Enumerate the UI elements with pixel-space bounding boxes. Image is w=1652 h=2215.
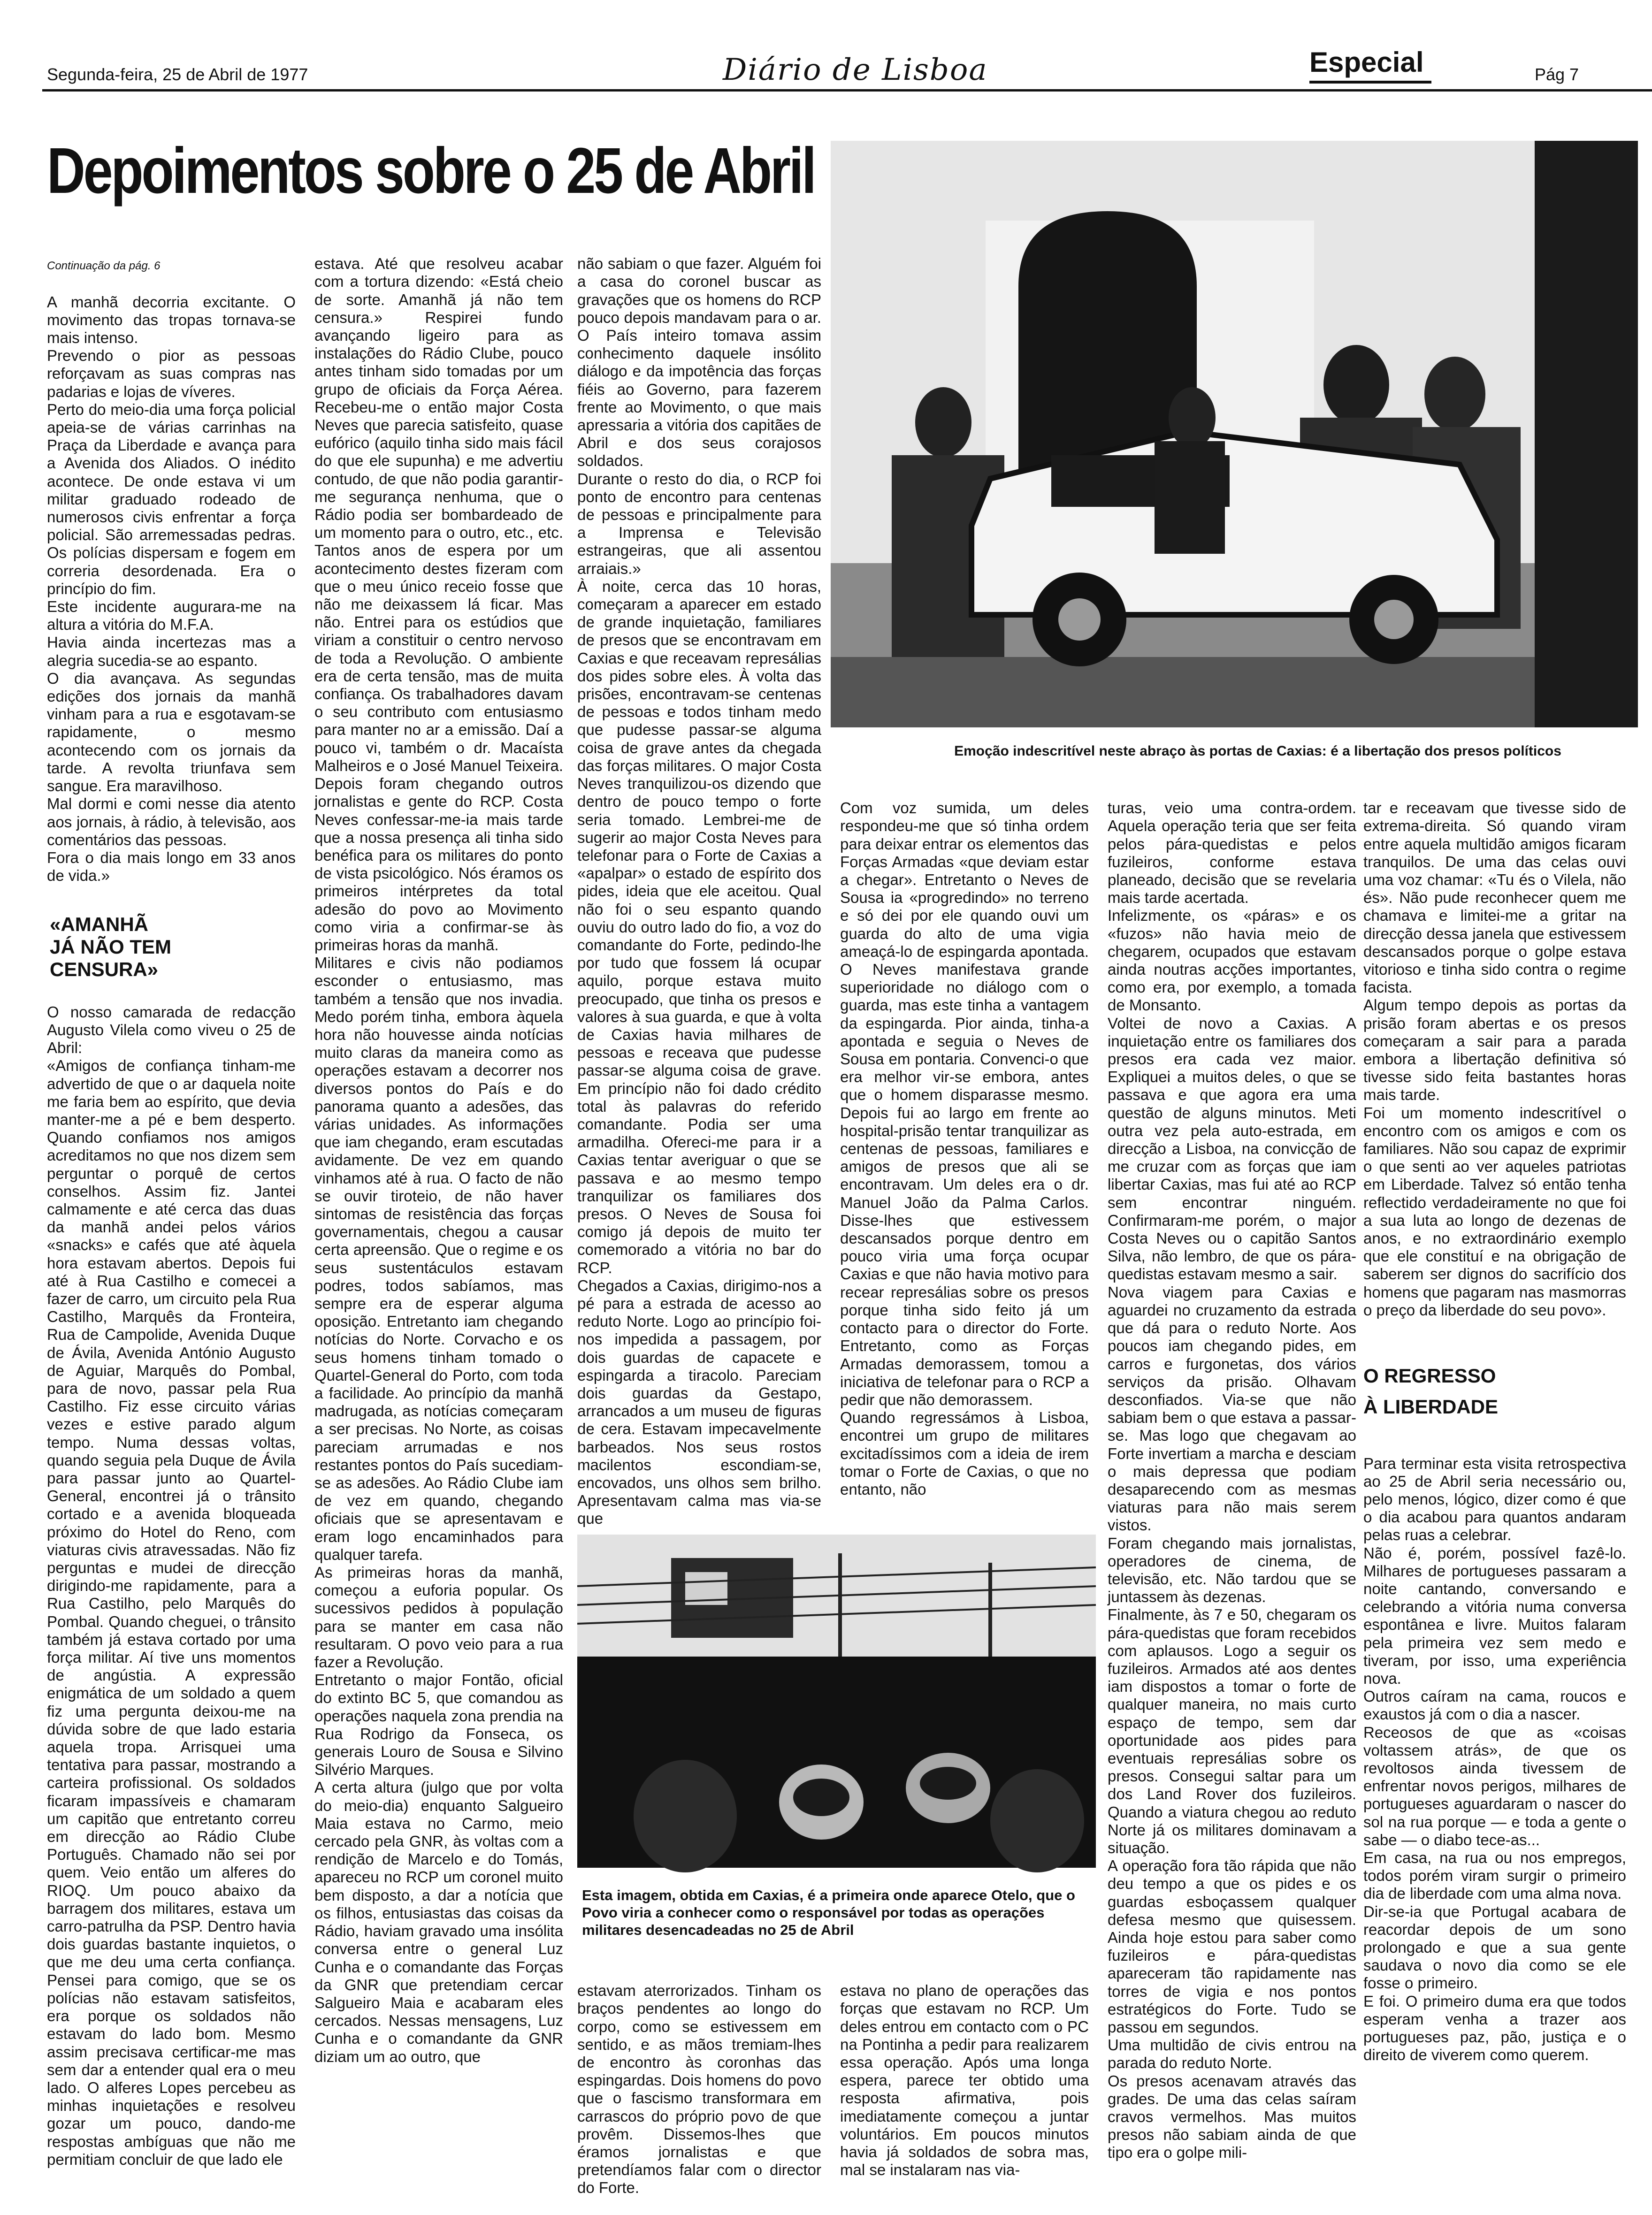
newspaper-title: Diário de Lisboa bbox=[723, 53, 988, 87]
article-column-3-top bbox=[577, 237, 821, 1528]
caption-photo-1: Emoção indescritível neste abraço às portas de Caxias: é a libertação dos presos políticos bbox=[954, 743, 1561, 759]
column-1-text-a: A manhã decorria excitante. O movimento das tropas tornava-se mais intenso. Prevendo o pior as pessoas reforçavam as suas compras nas padarias e lojas de víveres. Perto do meio-dia uma força policial apeia-se de várias carrinhas na Praça da Liberdade e avança para a Avenida dos Aliados. O inédito acontece. De onde estava vi um militar graduado rodeado de numerosos civis enfrentar a força policial. São arremessadas pedras. Os polícias dispersam e fogem em correria desordenada. Era o princípio do fim. Este incidente augurara-me na altura a vitória do M.F.A. Havia ainda incertezas mas a alegria sucedia-se ao espanto. O dia avançava. As segundas edições dos jornais da manhã vinham para a rua e esgotavam-se rapidamente, o mesmo acontecendo com os jornais da tarde. A revolta triunfava sem sangue. Era maravilhoso. Mal dormi e comi nesse dia atento aos jornais, à rádio, à televisão, aos comentários das pessoas. Fora o dia mais longo em 33 anos de vida.» bbox=[47, 293, 296, 885]
column-2-text: estava. Até que resolveu acabar com a tortura dizendo: «Está cheio de sorte. Amanhã já não tem censura.» Respirei fundo avançando ligeiro para as instalações do Rádio Clube, pouco antes tinham sido tomadas por um grupo de oficiais da Força Aérea. Recebeu-me o então major Costa Neves que parecia satisfeito, quase eufórico (aquilo tinha sido mais fácil do que ele supunha) e me advertiu contudo, de que não podia garantir-me segurança nenhuma, que o Rádio podia ser bombardeado de um momento para o outro, etc., etc. Tantos anos de espera por um acontecimento destes fizeram com que o meu único receio fosse que não me deixassem lá ficar. Mas não. Entrei para os estúdios que viriam a constituir o centro nervoso de toda a Revolução. O ambiente era de certa tensão, mas de muita confiança. Os trabalhadores davam o seu contributo com entusiasmo para manter no ar a emissão. Daí a pouco vi, também o dr. Macaísta Malheiros e o José Manuel Teixeira. Depois foram chegando outros jornalistas e gente do RCP. Costa Neves confessar-me-ia mais tarde que a nossa presença ali tinha sido benéfica para os militares do ponto de vista psicológico. Nós éramos os primeiros intérpretes da total adesão do povo ao Movimento como viria a confirmar-se às primeiras horas da manhã. Militares e civis não podiamos esconder o entusiasmo, mas também a tensão que nos invadia. Medo porém tinha, embora àquela hora não houvesse ainda notícias muito claras da maneira como as operações estavam a decorrer nos diversos pontos do País e do panorama quanto a adesões, das várias unidades. As informações que iam chegando, eram escutadas avidamente. De vez em quando vinhamos até à rua. O facto de não se ouvir tiroteio, de não haver sintomas de resistência das forças governamentais, chegou a causar certa apreensão. Que o regime e os seus sustentáculos estavam podres, todos sabíamos, mas sempre era de esperar alguma oposição. Entretanto iam chegando notícias do Norte. Corvacho e os seus homens tinham tomado o Quartel-General do Porto, com toda a facilidade. Ao princípio da manhã madrugada, as notícias começaram a ser precisas. No Norte, as coisas pareciam arrumadas e nos restantes pontos do País sucediam-se as adesões. Ao Rádio Clube iam de vez em quando, chegando oficiais que se apresentavam e eram logo encaminhados para qualquer tarefa. As primeiras horas da manhã, começou a euforia popular. Os sucessivos pedidos à população para se manter em casa não resultaram. O povo veio para a rua fazer a Revolução. Entretanto o major Fontão, oficial do extinto BC 5, que comandou as operações naquela zona prendia na Rua Rodrigo da Fonseca, os generais Louro de Sousa e Silvino Silvério Marques. A certa altura (julgo que por volta do meio-dia) enquanto Salgueiro Maia estava no Carmo, meio cercado pela GNR, às voltas com a rendição de Marcelo e do Tomás, apareceu no RCP um coronel muito bem disposto, a dar a notícia que os filhos, entusiastas das coisas da Rádio, haviam gravado uma insólita conversa entre o general Luz Cunha e o comandante das Forças da GNR que pretendiam cercar Salgueiro Maia e acabaram eles cercados. Nessas mensagens, Luz Cunha e o comandante da GNR diziam um ao outro, que bbox=[314, 255, 563, 2065]
photo-otelo-image bbox=[577, 1535, 1096, 1868]
caption-photo-2: Esta imagem, obtida em Caxias, é a primeira onde aparece Otelo, que o Povo viria a conhecer como o responsável por todas as operações militares desencadeadas no 25 de Abril bbox=[582, 1887, 1075, 1938]
column-3-bottom-text: estavam aterrorizados. Tinham os braços pendentes ao longo do corpo, como se estivessem em sentido, e as mãos tremiam-lhes de encontro às coronhas das espingardas. Dois homens do povo que o fascismo transformara em carrascos do próprio povo de que provêm. Dissemos-lhes que éramos jornalistas e que pretendíamos falar com o director do Forte. bbox=[577, 1982, 821, 2197]
column-4-bottom-text: estava no plano de operações das forças que estavam no RCP. Um deles entrou em contacto com o PC na Pontinha a pedir para realizarem essa operação. Após uma longa espera, parece ter obtido uma resposta afirmativa, pois imediatamente começou a juntar voluntários. Em poucos minutos havia já soldados de sobra mas, mal se instalaram nas via- bbox=[840, 1982, 1089, 2179]
header-rule bbox=[42, 89, 1652, 92]
photo-otelo bbox=[577, 1535, 1096, 1868]
column-6-text-b: Para terminar esta visita retrospectiva ao 25 de Abril seria necessário ou, pelo menos, lógico, dizer como é que o dia acabou para quantos andaram pelas ruas a celebrar. Não é, porém, possível fazê-lo. Milhares de portugueses passaram a noite cantando, conversando e celebrando a vitória numa conversa espontânea e livre. Muitos falaram pela primeira vez sem medo e tiveram, por isso, uma experiência nova. Outros caíram na cama, roucos e exaustos já com o dia a nascer. Receosos de que as «coisas voltassem atrás», de que os revoltosos ainda tivessem de enfrentar novos perigos, milhares de portugueses aguardaram o nascer do sol na rua porque — e toda a gente o sabe — o diabo tece-as... Em casa, na rua ou nos empregos, todos porém viram surgir o primeiro dia de liberdade com uma alma nova. Dir-se-ia que Portugal acabara de reacordar depois de um sono prolongado e que a sua gente saudava o novo dia como se ele fosse o primeiro. E foi. O primeiro duma era que todos esperam venha a trazer aos portugueses paz, pão, justiça e o direito de viverem como querem. bbox=[1363, 1454, 1626, 2064]
article-column-2 bbox=[314, 237, 563, 2194]
article-column-6 bbox=[1363, 781, 1626, 2194]
subheading-regresso: O REGRESSO À LIBERDADE bbox=[1363, 1365, 1499, 1418]
continuation-note: Continuação da pág. 6 bbox=[47, 260, 161, 273]
photo-caxias-embrace bbox=[831, 141, 1638, 727]
article-column-4-top bbox=[840, 781, 1089, 1518]
page-number: Pág 7 bbox=[1535, 65, 1579, 84]
article-column-4-bottom bbox=[840, 1964, 1089, 2194]
photo-caxias-embrace-image bbox=[831, 141, 1638, 727]
subheading-amanha: «AMANHÃ JÁ NÃO TEM CENSURA» bbox=[50, 913, 172, 980]
section-underline bbox=[1309, 81, 1431, 84]
column-3-top-text: não sabiam o que fazer. Alguém foi a casa do coronel buscar as gravações que os homens do RCP pouco depois mandavam para o ar. O País inteiro tomava assim conhecimento daquele insólito diálogo e da impotência das forças fiéis ao Governo, para fazerem frente ao Movimento, o que mais apressaria a vitória dos capitães de Abril e dos seus corajosos soldados. Durante o resto do dia, o RCP foi ponto de encontro para centenas de pessoas e principalmente para a Imprensa e Televisão estrangeiras, que ali assentou arraiais.» À noite, cerca das 10 horas, começaram a aparecer em estado de grande inquietação, familiares de presos que se encontravam em Caxias e que receavam represálias dos pides sobre eles. À volta das prisões, encontravam-se centenas de pessoas e todos tinham medo que pudesse passar-se alguma coisa de grave antes da chegada das forças militares. O major Costa Neves tranquilizou-os dizendo que dentro de pouco tempo o forte seria tomado. Lembrei-me de sugerir ao major Costa Neves para telefonar para o Forte de Caxias a «apalpar» o estado de espírito dos pides, ideia que ele aceitou. Qual não foi o seu espanto quando ouviu do outro lado do fio, a voz do comandante do Forte, pedindo-lhe por tudo que fossem lá ocupar aquilo, porque estava muito preocupado, que tinha os presos e valores à sua guarda, e que à volta de Caxias havia milhares de pessoas e receava que pudesse passar-se alguma coisa de grave. Em princípio não foi dado crédito total às palavras do referido comandante. Podia ser uma armadilha. Ofereci-me para ir a Caxias tentar averiguar o que se passava e ao mesmo tempo tranquilizar os familiares dos presos. O Neves de Sousa foi comigo já depois de muito ter comemorado a vitória no bar do RCP. Chegados a Caxias, dirigimo-nos a pé para a estrada de acesso ao reduto Norte. Logo ao princípio foi-nos impedida a passagem, por dois guardas de capacete e espingarda a tiracolo. Pareciam dois guardas da Gestapo, arrancados a um museu de figuras de cera. Estavam impecavelmente barbeados. Nos seus rostos macilentos escondiam-se, encovados, uns olhos sem brilho. Apresentavam calma mas via-se que bbox=[577, 255, 821, 1528]
column-1-text-b: O nosso camarada de redacção Augusto Vilela como viveu o 25 de Abril: «Amigos de confiança tinham-me advertido de que o ar daquela noite me faria bem ao espírito, que devia manter-me a pé e bem desperto. Quando confiamos nos amigos acreditamos no que nos dizem sem perguntar o porquê de certos conselhos. Assim fiz. Jantei calmamente e até cerca das duas da manhã andei pelos vários «snacks» e cafés que até àquela hora estavam abertos. Depois fui até à Rua Castilho e comecei a fazer de carro, um circuito pela Rua Castilho, Marquês da Fronteira, Rua de Campolide, Avenida Duque de Ávila, Avenida António Augusto de Aguiar, Marquês do Pombal, para de novo, passar pela Rua Castilho. Fiz esse circuito várias vezes e estive parado algum tempo. Numa dessas voltas, quando seguia pela Duque de Ávila para passar junto ao Quartel-General, encontrei já o trânsito cortado e a avenida bloqueada próximo do Hotel do Reno, com viaturas civis atravessadas. Não fiz perguntas e mudei de direcção dirigindo-me rapidamente, para a Rua Castilho, pelo Marquês do Pombal. Quando cheguei, o trânsito também já estava cortado por uma força militar. Aí tive uns momentos de angústia. A expressão enigmática de um soldado a quem fiz uma pergunta deixou-me na dúvida sobre de que lado estaria aquela tropa. Arrisquei uma tentativa para passar, mostrando a carteira profissional. Os soldados ficaram impassíveis e chamaram um capitão que entretanto correu em direcção ao Rádio Clube Português. Chamado não sei por quem. Veio então um alferes do RIOQ. Um pouco abaixo da barragem dos militares, estava um carro-patrulha da PSP. Dentro havia dois guardas bastante inquietos, o que me deu uma certa confiança. Pensei para comigo, que se os polícias não estavam satisfeitos, era porque os soldados não estavam do lado bom. Mesmo assim precisava certificar-me mas sem dar a entender qual era o meu lado. O alferes Lopes percebeu as minhas inquietações e resolveu gozar um pouco, dando-me respostas ambíguas que não me permitiam concluir de que lado ele bbox=[47, 1003, 296, 2168]
article-column-3-bottom bbox=[577, 1964, 821, 2197]
column-6-text-a: tar e receavam que tivesse sido de extrema-direita. Só quando viram entre aquela multidão amigos ficaram tranquilos. De uma das celas ouvi uma voz chamar: «Tu és o Vilela, não és». Não pude reconhecer quem me chamava e limitei-me a gritar na direcção dessa janela que estivessem descansados porque o golpe estava vitorioso e tinha sido contra o regime facista. Algum tempo depois as portas da prisão foram abertas e os presos começaram a sair para a parada embora a libertação definitiva só tivesse sido feita bastantes horas mais tarde. Foi um momento indescritível o encontro com os amigos e com os familiares. Não sou capaz de exprimir o que senti ao ver aqueles patriotas em Liberdade. Talvez só então tenha reflectido verdadeiramente no que foi a sua luta ao longo de dezenas de anos, e no extraordinário exemplo que ele constituí e na obrigação de saberem ser dignos do sacrifício dos homens que pagaram nas masmorras o preço da liberdade do seu povo». bbox=[1363, 799, 1626, 1319]
column-5-text: turas, veio uma contra-ordem. Aquela operação teria que ser feita pelos pára-quedistas e pelos fuzileiros, conforme estava planeado, decisão que se revelaria mais tarde acertada. Infelizmente, os «páras» e os «fuzos» não havia meio de chegarem, ocupados que estavam ainda noutras acções importantes, como era, por exemplo, a tomada de Monsanto. Voltei de novo a Caxias. A inquietação entre os familiares dos presos era cada vez maior. Expliquei a muitos deles, o que se passava e que agora era uma questão de alguns minutos. Meti outra vez pela auto-estrada, em direcção a Lisboa, na convicção de me cruzar com as forças que iam libertar Caxias, mas fui até ao RCP sem encontrar ninguém. Confirmaram-me porém, o major Costa Neves ou o capitão Santos Silva, não lembro, de que os pára-quedistas estavam mesmo a sair. Nova viagem para Caxias e aguardei no cruzamento da estrada que dá para o reduto Norte. Aos poucos iam chegando pides, em carros e furgonetas, dos vários serviços da prisão. Olhavam desconfiados. Via-se que não sabiam bem o que estava a passar-se. Mas logo que chegavam ao Forte invertiam a marcha e desciam o mais depressa que podiam desaparecendo com as mesmas viaturas para não mais serem vistos. Foram chegando mais jornalistas, operadores de cinema, de televisão, etc. Não tardou que se juntassem às dezenas. Finalmente, às 7 e 50, chegaram os pára-quedistas que foram recebidos com aplausos. Logo a seguir os fuzileiros. Armados até aos dentes iam dispostos a tomar o forte de qualquer maneira, no mais curto espaço de tempo, sem dar oportunidade aos pides para eventuais represálias sobre os presos. Consegui saltar para um dos Land Rover dos fuzileiros. Quando a viatura chegou ao reduto Norte já os militares dominavam a situação. A operação fora tão rápida que não deu tempo a que os pides e os guardas esboçassem qualquer defesa mesmo que quisessem. Ainda hoje estou para saber como fuzileiros e pára-quedistas apareceram tão rapidamente nas torres de vigia e nos pontos estratégicos do Forte. Tudo se passou em segundos. Uma multidão de civis entrou na parada do reduto Norte. Os presos acenavam através das grades. De uma das celas saíram cravos vermelhos. Mas muitos presos não sabiam ainda de que tipo era o golpe mili- bbox=[1108, 799, 1356, 2162]
issue-date: Segunda-feira, 25 de Abril de 1977 bbox=[47, 65, 308, 84]
section-label: Especial bbox=[1309, 46, 1424, 78]
headline: Depoimentos sobre o 25 de Abril bbox=[47, 135, 815, 207]
article-column-1 bbox=[47, 239, 296, 2192]
article-column-5 bbox=[1108, 781, 1356, 2194]
column-4-top-text: Com voz sumida, um deles respondeu-me que só tinha ordem para deixar entrar os elementos das Forças Armadas «que deviam estar a chegar». Entretanto o Neves de Sousa ia «progredindo» no terreno e só dei por ele quando ouvi um guarda do alto de uma vigia ameaçá-lo de espingarda apontada. O Neves manifestava grande superioridade no diálogo com o guarda, mas este tinha a vantagem da espingarda. Pior ainda, tinha-a apontada e seguia o Neves de Sousa em pontaria. Convenci-o que era melhor vir-se embora, antes que o homem disparasse mesmo. Depois fui ao largo em frente ao hospital-prisão tentar tranquilizar as centenas de pessoas, familiares e amigos de presos que ali se encontravam. Um deles era o dr. Manuel João da Palma Carlos. Disse-lhes que estivessem descansados porque dentro em pouco viria uma força ocupar Caxias e que não havia motivo para recear represálias sobre os presos porque tinha sido feito já um contacto para o director do Forte. Entretanto, como as Forças Armadas demorassem, tomou a iniciativa de telefonar para o RCP a pedir que não demorassem. Quando regressámos à Lisboa, encontrei um grupo de militares excitadíssimos com a ideia de irem tomar o Forte de Caxias, o que no entanto, não bbox=[840, 799, 1089, 1498]
